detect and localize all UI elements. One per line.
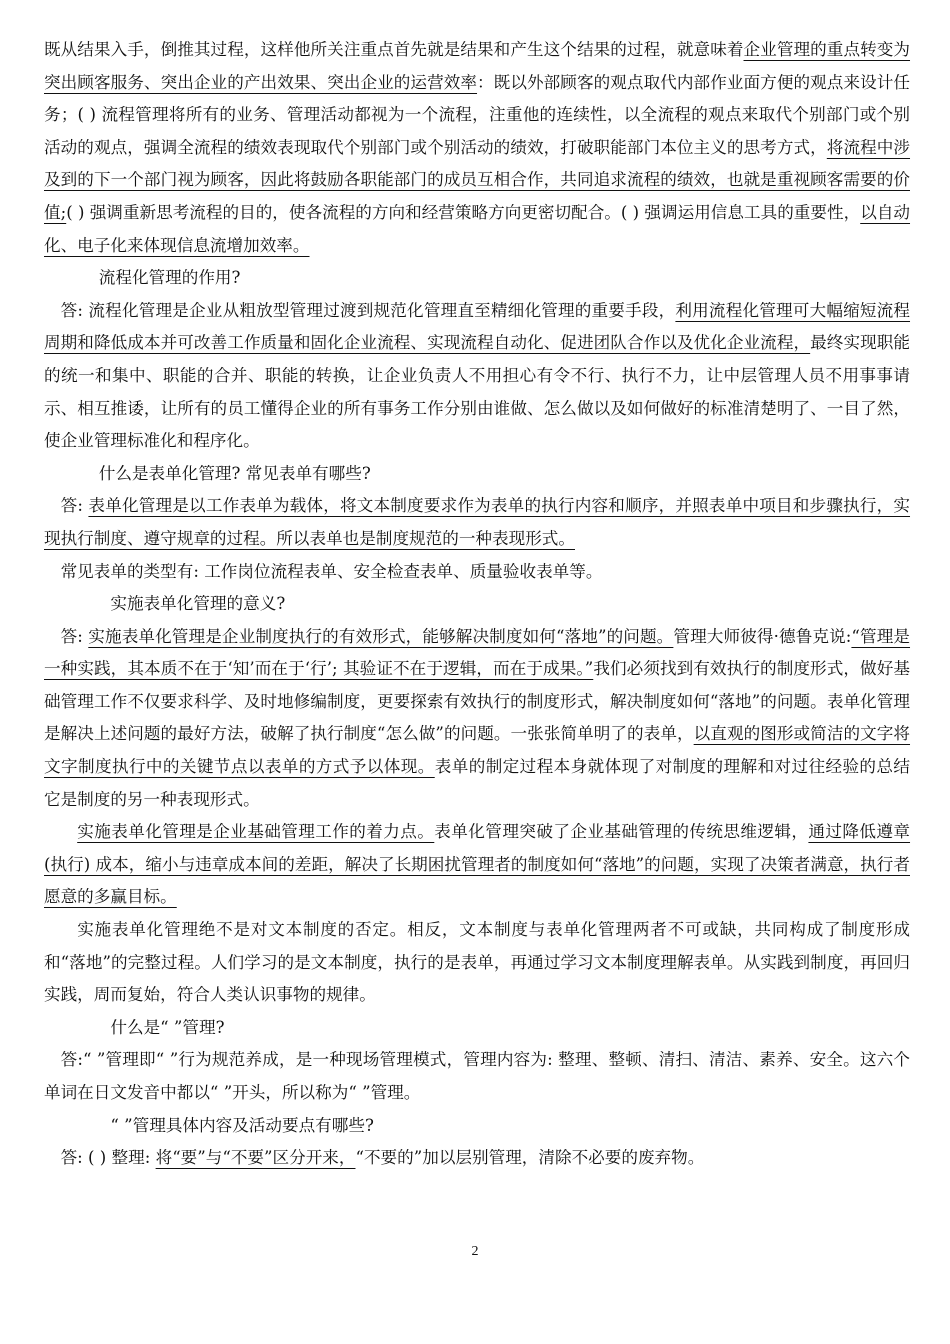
body-paragraph: 实施表单化管理绝不是对文本制度的否定。相反，文本制度与表单化管理两者不可或缺，共同构成了制度形成和“落地”的完整过程。人们学习的是文本制度，执行的是表单，再通过学习文本制度理解表单。从实践到制度，再回归实践，周而复始，符合人类认识事物的规律。 [44,920,910,1005]
question-heading: “ ”管理具体内容及活动要点有哪些? [110,1115,374,1135]
underlined-text: 将“要”与“不要”区分开来， [155,1148,356,1168]
body-paragraph [44,816,910,914]
text: ：既以外部顾客的观点取代内部作业面方便的观点来设计任务；( ) 流程管理将所有的业务、管理活动都视为一个流程，注重他的连续性，以全流程的观点来取代个别部门或个别活动的观点，强调全流程的绩效表现取代个别部门或个别活动的绩效，打破职能部门本位主义的思考方式， [44,72,910,157]
text: 表单化管理突破了企业基础管理的传统思维逻辑， [434,822,809,842]
underlined-text: 将流程中涉及到的下一个部门视为顾客，因此将鼓励各职能部门的成员互相合作，共同追求流程的绩效，也就是重视顾客需要的价值; [44,137,911,222]
page-number: 2 [471,1244,479,1259]
underlined-text: 企业管理的重点转变为突出顾客服务、突出企业的产出效果、突出企业的运营效率 [44,40,911,92]
text: 表单的制定过程本身就体现了对制度的理解和对过往经验的总结 它是制度的另一种表现形式。 [44,757,911,809]
underlined-text: 实施表单化管理是企业基础管理工作的着力点。 [77,822,435,842]
text: 我们必须找到有效执行的制度形式，做好基础管理工作不仅要求科学、及时地修编制度，更要探索有效执行的制度形式，解决制度如何“落地”的问题。表单化管理是解决上述问题的最好方法，破解了执行制度“怎么做”的问题。一张张简单明了的表单， [44,659,910,744]
text: 答: [60,626,89,646]
question-heading: 什么是“ ”管理? [110,1017,225,1037]
paragraph-process-management [44,34,910,262]
text: 既从结果入手，倒推其过程，这样他所关注重点首先就是结果和产生这个结果的过程，就意味着 [44,40,744,59]
text: ( ) 强调重新思考流程的目的，使各流程的方向和经营策略方向更密切配合。( ) 强调运用信息工具的重要性， [66,202,861,222]
text: 管理大师彼得·德鲁克说: [673,626,852,646]
question-heading: 什么是表单化管理? 常见表单有哪些? [98,463,371,483]
underlined-text: 实施表单化管理是企业制度执行的有效形式，能够解决制度如何“落地”的问题。 [88,626,674,646]
document-body [44,34,910,1175]
answer-paragraph [44,490,910,555]
answer-paragraph [44,295,910,458]
underlined-text: 以自动化、电子化来体现信息流增加效率。 [44,202,911,255]
question-heading: 流程化管理的作用? [98,268,241,288]
underlined-text: 以直观的图形或简洁的文字将文字制度执行中的关键节点以表单的方式予以体现。 [44,724,911,777]
answer-paragraph: 答:“ ”管理即“ ”行为规范养成，是一种现场管理模式，管理内容为: 整理、整顿、清扫、清洁、素养、安全。这六个单词在日文发音中都以“ ”开头，所以称为“ ”管理。 [44,1050,910,1102]
underlined-text: “管理是一种实践，其本质不在于‘知’而在于‘行’; 其验证不在于逻辑，而在于成果。” [44,626,911,679]
text: 最终实现职能的统一和集中、职能的合并、职能的转换，让企业负责人不用担心有令不行、执行不力，让中层管理人员不用事事请示、相互推诿，让所有的员工懂得企业的所有事务工作分别由谁做、怎么做以及如何做好的标准清楚明了、一目了然，使企业管理标准化和程序化。 [44,333,911,451]
text: 答: ( ) 整理: [60,1148,156,1168]
answer-paragraph [44,1142,910,1175]
underlined-text: 利用流程化管理可大幅缩短流程周期和降低成本并可改善工作质量和固化企业流程、实现流程自动化、促进团队合作以及优化企业流程， [44,300,911,353]
text: “不要的”加以层别管理，清除不必要的废弃物。 [355,1148,705,1168]
text: 答: [60,496,89,516]
form-types-line: 常见表单的类型有: 工作岗位流程表单、安全检查表单、质量验收表单等。 [60,561,603,581]
underlined-text: 表单化管理是以工作表单为载体，将文本制度要求作为表单的执行内容和顺序，并照表单中项目和步骤执行，实现执行制度、遵守规章的过程。所以表单也是制度规范的一种表现形式。 [44,496,911,548]
text: 答: 流程化管理是企业从粗放型管理过渡到规范化管理直至精细化管理的重要手段， [60,300,676,320]
question-heading: 实施表单化管理的意义? [110,594,286,614]
answer-paragraph [44,621,910,817]
underlined-text: 通过降低遵章 (执行) 成本，缩小与违章成本间的差距，解决了长期困扰管理者的制度如何“落地”的问题，实现了决策者满意，执行者愿意的多赢目标。 [44,822,911,907]
